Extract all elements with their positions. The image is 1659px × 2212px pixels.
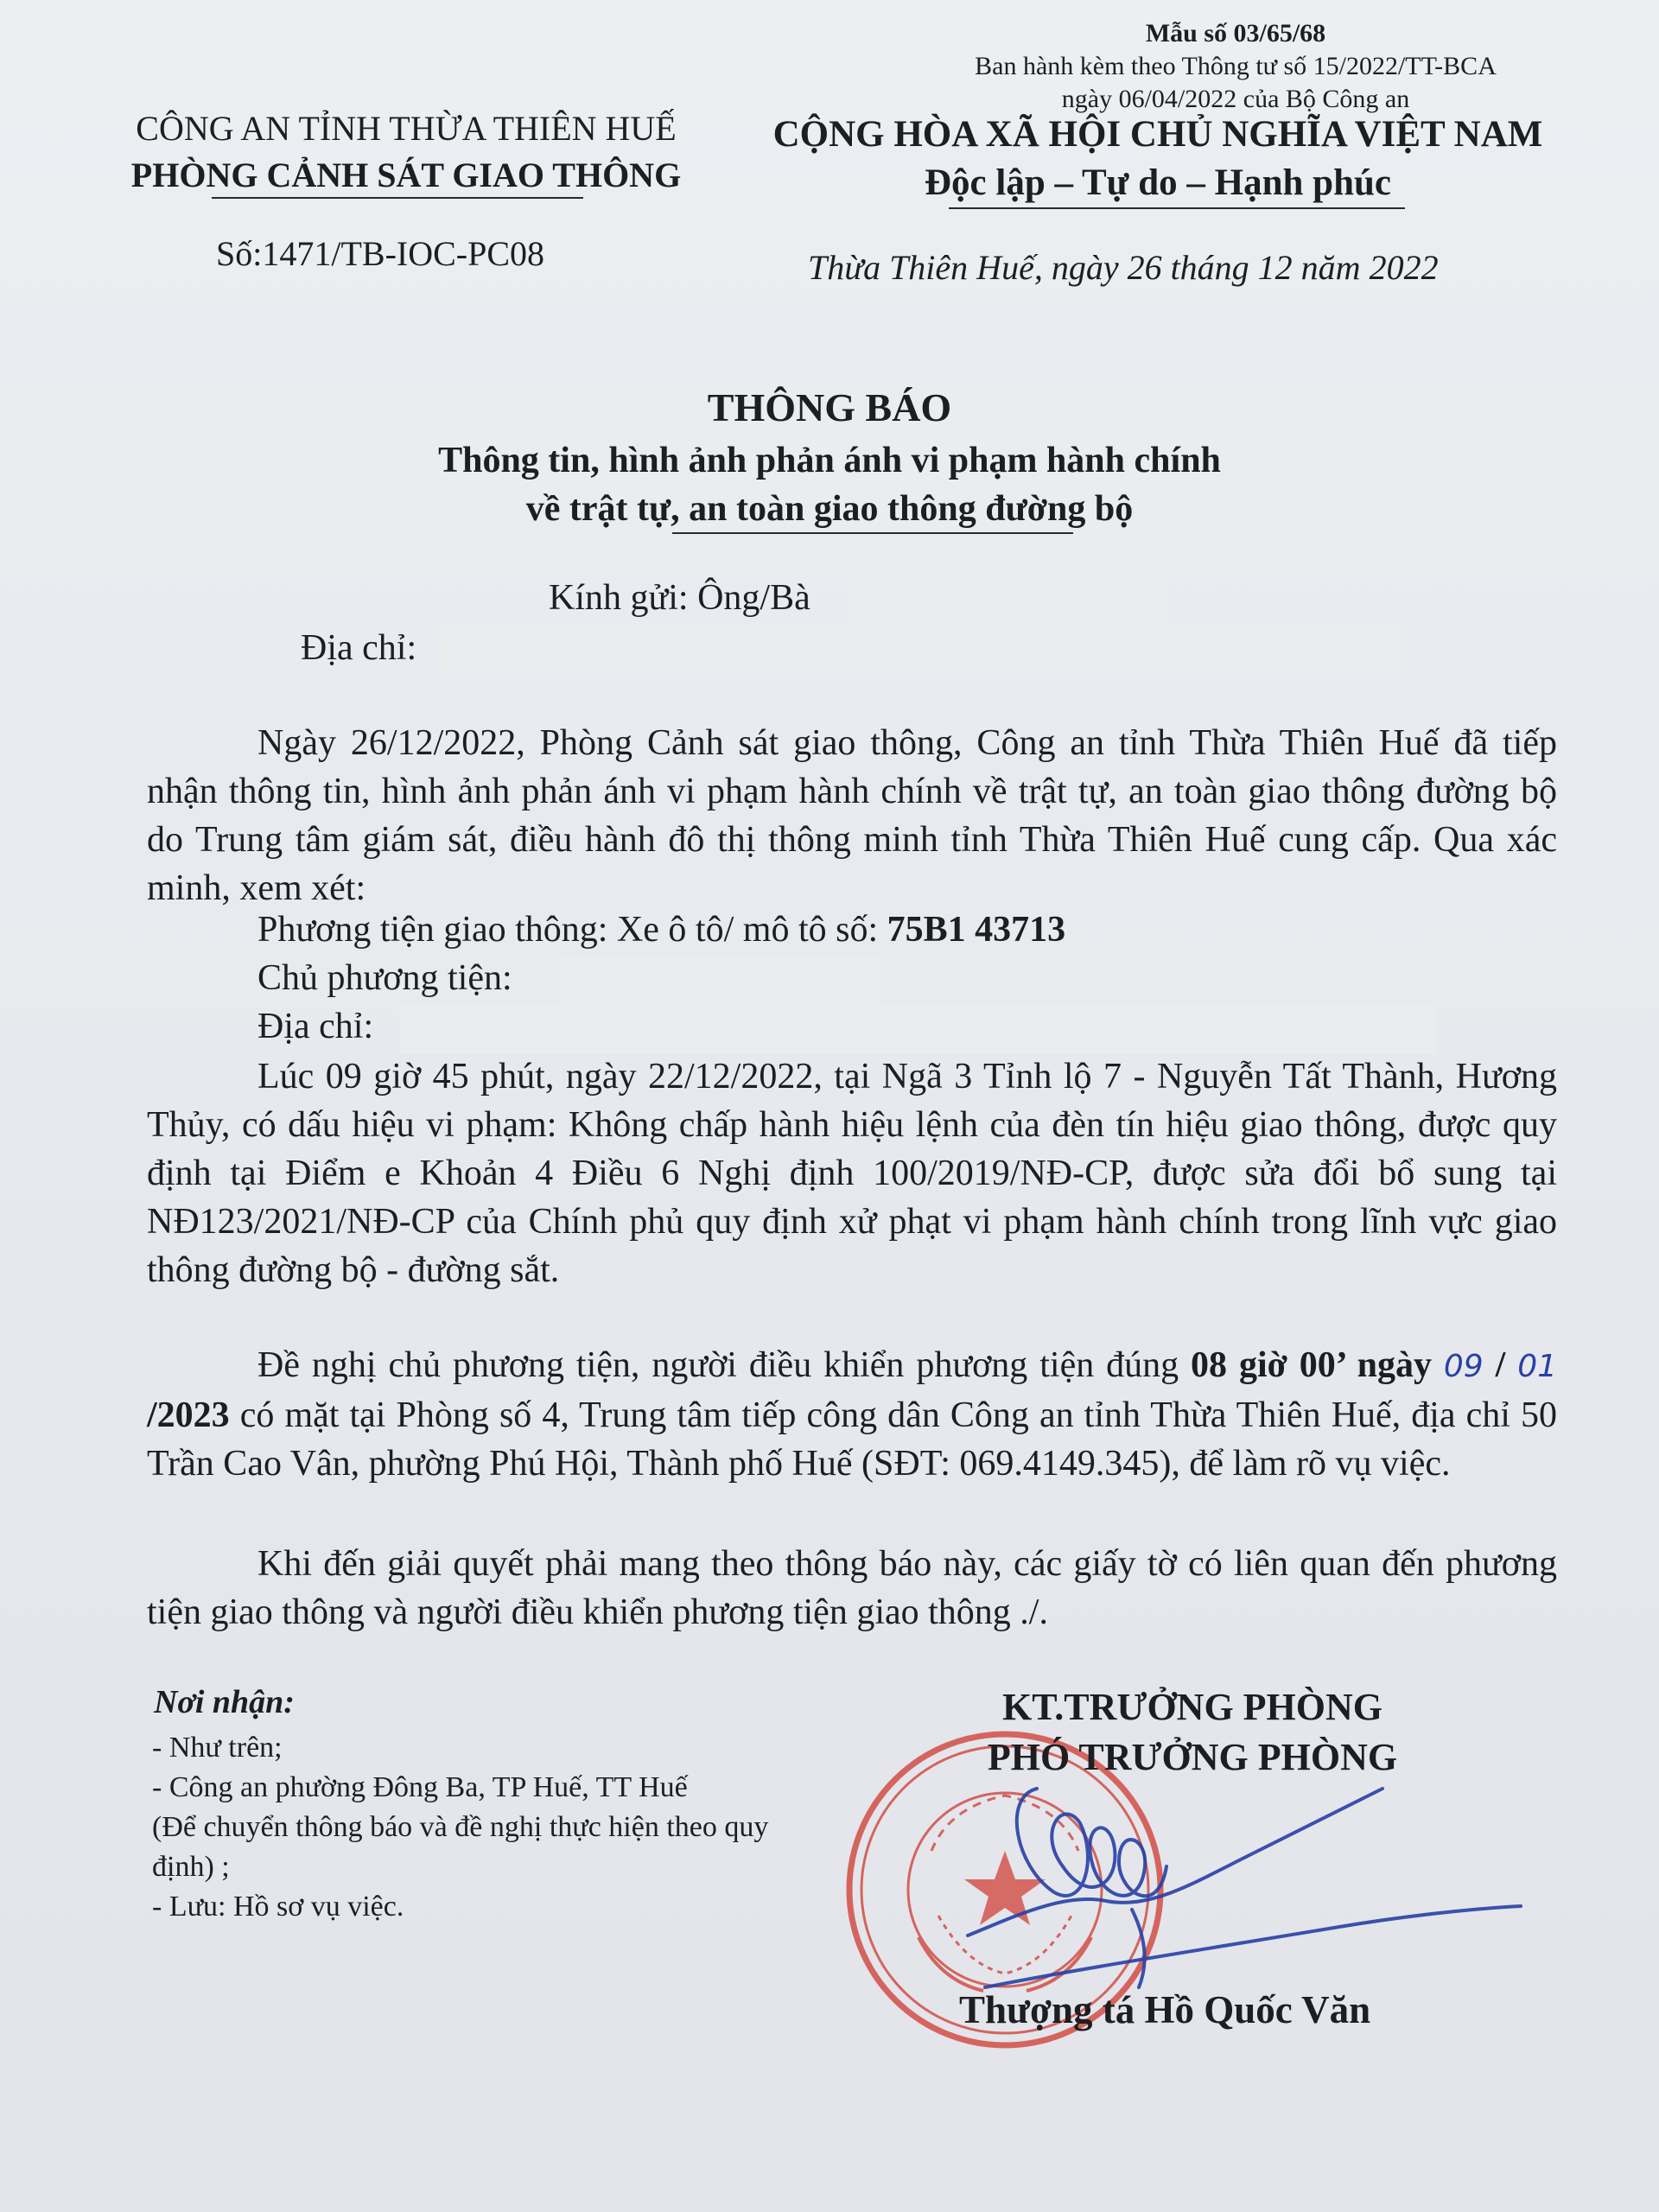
redacted-recipient-address [441,626,1398,676]
recipient-address-label: Địa chỉ: [301,628,417,668]
date-separator: / [1483,1345,1518,1385]
subtitle-line-2: về trật tự, an toàn giao thông đường bộ [525,489,1134,529]
recipients-list [152,1728,826,1927]
agency-department: PHÒNG CẢNH SÁT GIAO THÔNG [130,156,682,194]
paragraph-instructions: Khi đến giải quyết phải mang theo thông báo này, các giấy tờ có liên quan đến phương tiện giao thông và người điều khiển phương tiện giao thông ./. [147,1544,1557,1632]
recipient-item: - Công an phường Đông Ba, TP Huế, TT Huế [152,1771,688,1803]
subtitle-underline [672,532,1073,534]
nation-name: CỘNG HÒA XÃ HỘI CHỦ NGHĨA VIỆT NAM [772,114,1543,155]
agency-underline [212,197,583,199]
signature-authority: KT.TRƯỞNG PHÒNG [1002,1686,1382,1728]
recipient-item: - Lưu: Hồ sơ vụ việc. [152,1891,404,1923]
agency-parent: CÔNG AN TỈNH THỪA THIÊN HUẾ [136,109,677,148]
redacted-owner-name [562,957,880,1004]
document-subtitle [0,436,1659,533]
appointment-year: /2023 [147,1395,230,1435]
place-and-date: Thừa Thiên Huế, ngày 26 tháng 12 năm 2022 [808,248,1439,287]
vehicle-label: Phương tiện giao thông: Xe ô tô/ mô tô số: [257,910,887,950]
redacted-owner-address [399,1004,1436,1054]
form-number: Mẫu số 03/65/68 [1145,19,1326,48]
form-reference [925,17,1547,116]
recipient-item: (Để chuyển thông báo và đề nghị thực hiện theo quy định) ; [152,1811,769,1883]
signature-title: PHÓ TRƯỞNG PHÒNG [987,1736,1398,1778]
signer-name: Thượng tá Hồ Quốc Văn [959,1988,1371,2031]
handwritten-day: 09 [1443,1349,1484,1384]
paragraph-violation: Lúc 09 giờ 45 phút, ngày 22/12/2022, tại Ngã 3 Tỉnh lộ 7 - Nguyễn Tất Thành, Hương Thủy, có dấu hiệu vi phạm: Không chấp hành hiệu lệnh của đèn tín hiệu giao thông, được quy định tại Điểm e Khoản 4 Điều 6 Nghị định 100/2019/NĐ-CP, được sửa đổi bổ sung tại NĐ123/2021/NĐ-CP của Chính phủ quy định xử phạt vi phạm hành chính trong lĩnh vực giao thông đường bộ - đường sắt. [147,1057,1557,1290]
owner-address-label: Địa chỉ: [257,1007,374,1046]
handwritten-month: 01 [1517,1349,1558,1384]
paragraph-summons [147,1341,1557,1488]
subtitle-line-1: Thông tin, hình ảnh phản ánh vi phạm hành chính [438,441,1221,480]
appointment-time: 08 giờ 00’ ngày [1191,1345,1444,1385]
owner-label: Chủ phương tiện: [257,958,512,998]
issued-date-line: ngày 06/04/2022 của Bộ Công an [1061,85,1410,113]
issuing-agency [86,105,726,199]
recipient-item: - Như trên; [152,1732,283,1764]
redacted-recipient-name [849,577,1166,626]
recipient-label: Kính gửi: Ông/Bà [549,578,810,618]
national-motto: Độc lập – Tự do – Hạnh phúc [925,162,1391,203]
motto-underline [949,207,1405,209]
paragraph-intro: Ngày 26/12/2022, Phòng Cảnh sát giao thông, Công an tỉnh Thừa Thiên Huế đã tiếp nhận thông tin, hình ảnh phản ánh vi phạm hành chính về trật tự, an toàn giao thông đường bộ do Trung tâm giám sát, điều hành đô thị thông minh tỉnh Thừa Thiên Huế cung cấp. Qua xác minh, xem xét: [147,723,1557,908]
vehicle-plate: 75B1 43713 [887,910,1066,950]
summons-text-post: có mặt tại Phòng số 4, Trung tâm tiếp công dân Công an tỉnh Thừa Thiên Huế, địa chỉ 50 Trần Cao Vân, phường Phú Hội, Thành phố Huế (SĐT: 069.4149.345), để làm rõ vụ việc. [147,1395,1557,1484]
recipients-heading: Nơi nhận: [154,1684,295,1720]
national-heading [743,111,1573,207]
summons-text-pre: Đề nghị chủ phương tiện, người điều khiển phương tiện đúng [257,1345,1192,1385]
document-title: THÔNG BÁO [707,385,952,429]
document-number: Số:1471/TB-IOC-PC08 [216,234,545,273]
issued-by-line: Ban hành kèm theo Thông tư số 15/2022/TT-BCA [975,52,1497,80]
vehicle-line [257,909,1065,950]
